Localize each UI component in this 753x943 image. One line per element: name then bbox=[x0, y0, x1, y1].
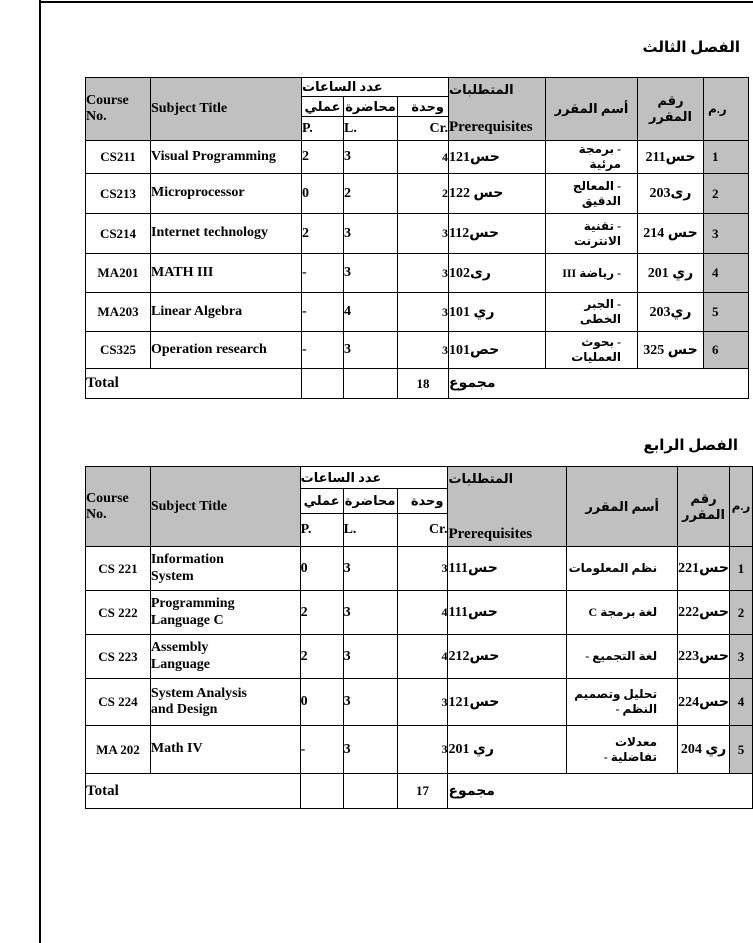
header-unit-ar: وحدة bbox=[398, 97, 449, 117]
credit-hours: 4 bbox=[397, 591, 448, 635]
prerequisite: حس 122 bbox=[449, 174, 546, 214]
course-row bbox=[86, 679, 753, 726]
header-lecture-en: L. bbox=[343, 514, 397, 547]
header-prerequisites bbox=[449, 78, 546, 141]
credit-hours: 3 bbox=[398, 254, 449, 293]
course-row bbox=[86, 726, 753, 774]
subject-title: Operation research bbox=[151, 332, 302, 369]
course-row bbox=[86, 254, 749, 293]
course-name-ar: نظم المعلومات bbox=[567, 547, 678, 591]
course-row bbox=[86, 547, 753, 591]
subject-title: Information System bbox=[150, 547, 300, 591]
row-index: 3 bbox=[704, 214, 749, 254]
course-no: CS 224 bbox=[86, 679, 151, 726]
practical-hours: 0 bbox=[300, 547, 343, 591]
lecture-hours: 3 bbox=[344, 214, 398, 254]
lecture-hours: 3 bbox=[343, 547, 397, 591]
header-prerequisites bbox=[448, 467, 567, 547]
course-row bbox=[86, 635, 753, 679]
subject-title: Math IV bbox=[150, 726, 300, 774]
course-row bbox=[86, 293, 749, 332]
course-row bbox=[86, 174, 749, 214]
row-index: 3 bbox=[729, 635, 752, 679]
prerequisite: حص101 bbox=[449, 332, 546, 369]
prerequisite: حس121 bbox=[448, 679, 567, 726]
total-credits: 17 bbox=[397, 774, 448, 809]
lecture-hours: 3 bbox=[343, 679, 397, 726]
header-prerequisites-ar: المتطلبات bbox=[448, 470, 514, 486]
prerequisite: حس111 bbox=[448, 591, 567, 635]
total-label: Total bbox=[86, 774, 301, 809]
practical-hours: 0 bbox=[302, 174, 344, 214]
course-row bbox=[86, 591, 753, 635]
subject-title: Assembly Language bbox=[150, 635, 300, 679]
course-no: CS211 bbox=[86, 141, 151, 174]
header-practical-en: P. bbox=[302, 117, 344, 141]
practical-hours: 2 bbox=[300, 591, 343, 635]
course-row bbox=[86, 214, 749, 254]
prerequisite: ري 101 bbox=[449, 293, 546, 332]
header-credit-en: Cr. bbox=[397, 514, 448, 547]
header-hours-count: عدد الساعات bbox=[302, 78, 449, 97]
credit-hours: 3 bbox=[397, 547, 448, 591]
header-practical-en: P. bbox=[300, 514, 343, 547]
section-title-semester3: الفصل الثالث bbox=[642, 40, 740, 56]
course-no: MA201 bbox=[86, 254, 151, 293]
header-hours-count: عدد الساعات bbox=[300, 467, 448, 489]
course-no: CS 221 bbox=[86, 547, 151, 591]
course-no: CS213 bbox=[86, 174, 151, 214]
header-course-number-ar: رقم المقرر bbox=[678, 467, 730, 547]
empty-cell bbox=[343, 774, 397, 809]
course-name-ar: - رياضة III bbox=[546, 254, 638, 293]
header-lecture-ar: محاضرة bbox=[344, 97, 398, 117]
course-name-ar: - تقنية الانترنت bbox=[546, 214, 638, 254]
header-course-no: Course No. bbox=[86, 467, 151, 547]
course-number-ar: ري 201 bbox=[638, 254, 704, 293]
lecture-hours: 3 bbox=[343, 726, 397, 774]
practical-hours: - bbox=[302, 332, 344, 369]
course-number-ar: حس221 bbox=[678, 547, 730, 591]
header-practical-ar: عملي bbox=[300, 489, 343, 514]
prerequisite: ري 201 bbox=[448, 726, 567, 774]
row-index: 5 bbox=[704, 293, 749, 332]
course-no: CS 223 bbox=[86, 635, 151, 679]
header-lecture-ar: محاضرة bbox=[343, 489, 397, 514]
header-subject-title: Subject Title bbox=[150, 467, 300, 547]
total-row bbox=[86, 369, 749, 399]
header-credit-en: Cr. bbox=[398, 117, 449, 141]
course-number-ar: ري 204 bbox=[678, 726, 730, 774]
total-sum-ar: مجموع bbox=[448, 774, 753, 809]
empty-cell bbox=[302, 369, 344, 399]
subject-title: Programming Language C bbox=[150, 591, 300, 635]
course-name-ar: لغة برمجة C bbox=[567, 591, 678, 635]
credit-hours: 4 bbox=[397, 635, 448, 679]
subject-title: System Analysis and Design bbox=[150, 679, 300, 726]
credit-hours: 3 bbox=[398, 214, 449, 254]
header-row-number-ar: ر.م bbox=[729, 467, 752, 547]
practical-hours: 2 bbox=[302, 214, 344, 254]
prerequisite: حس112 bbox=[449, 214, 546, 254]
lecture-hours: 3 bbox=[344, 254, 398, 293]
course-number-ar: حس222 bbox=[678, 591, 730, 635]
course-no: MA 202 bbox=[86, 726, 151, 774]
course-number-ar: رى203 bbox=[638, 174, 704, 214]
row-index: 6 bbox=[704, 332, 749, 369]
subject-title: Microprocessor bbox=[151, 174, 302, 214]
subject-title: Linear Algebra bbox=[151, 293, 302, 332]
row-index: 5 bbox=[729, 726, 752, 774]
header-prerequisites-en: Prerequisites bbox=[448, 525, 533, 542]
header-row-1 bbox=[86, 78, 749, 97]
prerequisite: حس121 bbox=[449, 141, 546, 174]
row-index: 4 bbox=[704, 254, 749, 293]
course-number-ar: حس 214 bbox=[638, 214, 704, 254]
practical-hours: - bbox=[302, 254, 344, 293]
empty-cell bbox=[344, 369, 398, 399]
header-prerequisites-ar: المتطلبات bbox=[449, 82, 514, 97]
header-course-number-ar: رقم المقرر bbox=[638, 78, 704, 141]
course-number-ar: حس211 bbox=[638, 141, 704, 174]
course-no: MA203 bbox=[86, 293, 151, 332]
course-name-ar: - برمجة مرئية bbox=[546, 141, 638, 174]
page-border-top bbox=[39, 1, 753, 3]
row-index: 2 bbox=[729, 591, 752, 635]
credit-hours: 3 bbox=[398, 332, 449, 369]
course-number-ar: حس223 bbox=[678, 635, 730, 679]
total-label: Total bbox=[86, 369, 302, 399]
course-row bbox=[86, 141, 749, 174]
lecture-hours: 3 bbox=[343, 635, 397, 679]
empty-cell bbox=[300, 774, 343, 809]
row-index: 1 bbox=[704, 141, 749, 174]
practical-hours: - bbox=[302, 293, 344, 332]
course-row bbox=[86, 332, 749, 369]
row-index: 1 bbox=[729, 547, 752, 591]
total-credits: 18 bbox=[398, 369, 449, 399]
subject-title: Internet technology bbox=[151, 214, 302, 254]
page-border-left bbox=[39, 0, 41, 943]
lecture-hours: 3 bbox=[343, 591, 397, 635]
header-course-name-ar: أسم المقرر bbox=[567, 467, 678, 547]
total-row bbox=[86, 774, 753, 809]
course-number-ar: حس 325 bbox=[638, 332, 704, 369]
course-name-ar: معدلات تفاضلية - bbox=[567, 726, 678, 774]
header-course-no: Course No. bbox=[86, 78, 151, 141]
total-sum-ar: مجموع bbox=[449, 369, 749, 399]
course-number-ar: حس224 bbox=[678, 679, 730, 726]
subject-title: Visual Programming bbox=[151, 141, 302, 174]
semester3-table bbox=[85, 77, 749, 399]
prerequisite: رى102 bbox=[449, 254, 546, 293]
section-title-semester4: الفصل الرابع bbox=[643, 438, 738, 454]
course-name-ar: - بحوث العمليات bbox=[546, 332, 638, 369]
practical-hours: 2 bbox=[300, 635, 343, 679]
header-subject-title: Subject Title bbox=[151, 78, 302, 141]
practical-hours: 0 bbox=[300, 679, 343, 726]
row-index: 4 bbox=[729, 679, 752, 726]
header-practical-ar: عملي bbox=[302, 97, 344, 117]
lecture-hours: 3 bbox=[344, 332, 398, 369]
course-name-ar: تحليل وتصميم النظم - bbox=[567, 679, 678, 726]
header-row-1 bbox=[86, 467, 753, 489]
course-no: CS325 bbox=[86, 332, 151, 369]
header-course-name-ar: أسم المقرر bbox=[546, 78, 638, 141]
lecture-hours: 2 bbox=[344, 174, 398, 214]
course-name-ar: - الجبر الخطى bbox=[546, 293, 638, 332]
row-index: 2 bbox=[704, 174, 749, 214]
header-lecture-en: L. bbox=[344, 117, 398, 141]
credit-hours: 3 bbox=[397, 726, 448, 774]
lecture-hours: 4 bbox=[344, 293, 398, 332]
practical-hours: 2 bbox=[302, 141, 344, 174]
practical-hours: - bbox=[300, 726, 343, 774]
course-name-ar: - المعالج الدقيق bbox=[546, 174, 638, 214]
subject-title: MATH III bbox=[151, 254, 302, 293]
credit-hours: 2 bbox=[398, 174, 449, 214]
header-row-number-ar: ر.م bbox=[704, 78, 749, 141]
prerequisite: حس111 bbox=[448, 547, 567, 591]
lecture-hours: 3 bbox=[344, 141, 398, 174]
header-prerequisites-en: Prerequisites bbox=[449, 119, 533, 135]
header-unit-ar: وحدة bbox=[397, 489, 448, 514]
credit-hours: 4 bbox=[398, 141, 449, 174]
course-name-ar: لغة التجميع - bbox=[567, 635, 678, 679]
course-no: CS214 bbox=[86, 214, 151, 254]
credit-hours: 3 bbox=[397, 679, 448, 726]
prerequisite: حس212 bbox=[448, 635, 567, 679]
semester4-table bbox=[85, 466, 753, 809]
course-no: CS 222 bbox=[86, 591, 151, 635]
credit-hours: 3 bbox=[398, 293, 449, 332]
course-number-ar: ري203 bbox=[638, 293, 704, 332]
